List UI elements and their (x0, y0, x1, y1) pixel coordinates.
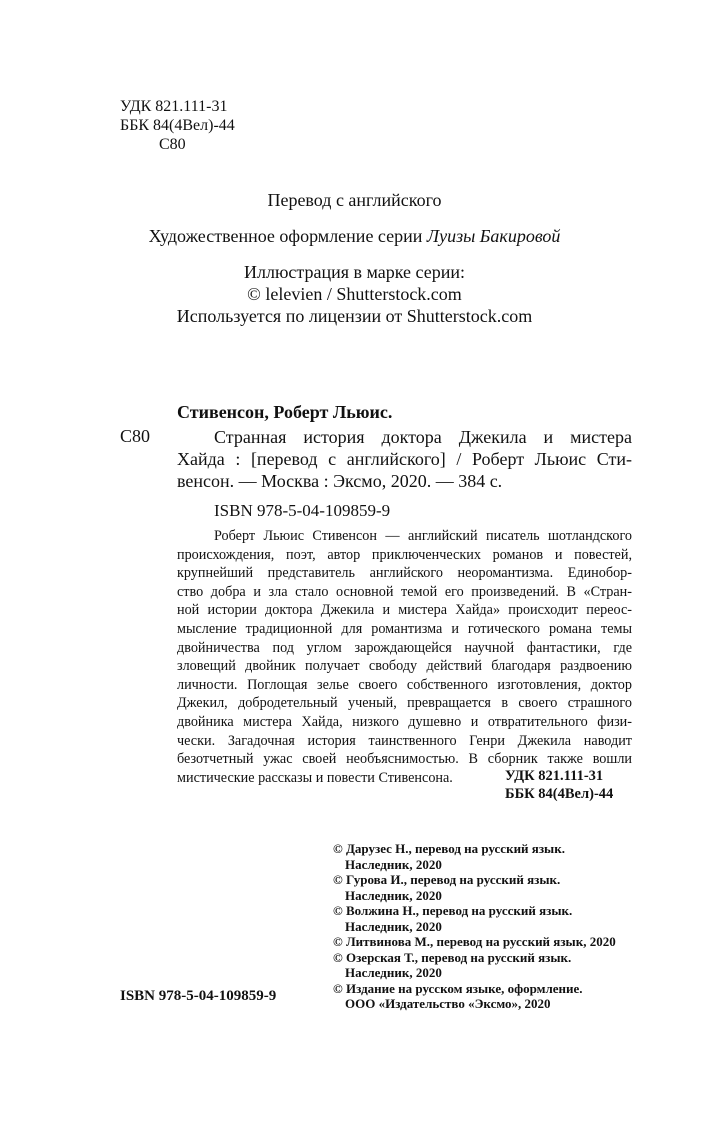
copyright-line: Наследник, 2020 (345, 965, 442, 980)
illustration-line-1: Иллюстрация в марке серии: (243, 262, 466, 282)
annotation-line: ной истории доктора Джекила и мистера Хайда» происходит переос- (177, 602, 632, 619)
copyright-line: Наследник, 2020 (345, 918, 442, 934)
title-line: Хайда : [перевод с английского] / Роберт Льюис Сти- (177, 449, 632, 469)
annotation-line: безотчетный ужас своей необъяснимостью. В сборник также вошли (177, 751, 632, 768)
copyright-line: © Литвинова М., перевод на русский язык, 2020 (333, 934, 616, 949)
record-isbn: ISBN 978-5-04-109859-9 (214, 501, 391, 520)
title-line: венсон. — Москва : Эксмо, 2020. — 384 с. (177, 471, 503, 491)
udk-code: УДК 821.111-31 (120, 98, 228, 115)
annotation-line: чески. Загадочная история таинственного Генри Джекила наводит (177, 732, 632, 749)
record-cutter: С80 (120, 426, 151, 446)
copyright-line: © Волжина Н., перевод на русский язык. (333, 903, 573, 918)
annotation-line: Роберт Льюис Стивенсон — английский писатель шотландского (214, 528, 632, 544)
annotation (177, 527, 632, 787)
annotation-line: ство добра и зла стало основной темой его произведений. В «Стран- (177, 583, 632, 600)
copyright-line: Наследник, 2020 (345, 856, 442, 872)
annotation-line: мысление традиционной для романтизма и готического романа темы (177, 620, 632, 637)
illustration-line-2: © lelevien / Shutterstock.com (247, 284, 462, 304)
illustration-credit (0, 261, 709, 327)
illustration-line-3: Используется по лицензии от Shutterstock.com (176, 306, 533, 326)
translation-note: Перевод с английского (267, 190, 442, 210)
record-title (177, 426, 632, 492)
annotation-line: Джекил, добродетельный ученый, превращается в своего страшного (177, 695, 632, 712)
copyright-line: © Озерская Т., перевод на русский язык. (333, 949, 572, 965)
copyright-line: © Гурова И., перевод на русский язык. (333, 872, 561, 887)
design-text: Художественное оформление серии (148, 226, 427, 246)
design-artist: Луизы Бакировой (426, 226, 561, 246)
design-credit (0, 226, 709, 247)
annotation-line: крупнейший представитель английского неоромантизма. Единобор- (177, 565, 632, 582)
copyright-block (333, 841, 616, 1012)
annotation-line: происхождения, поэт, автор приключенческих романов и повестей, (177, 546, 632, 563)
bbk-code: ББК 84(4Вел)-44 (120, 117, 235, 134)
annotation-line: двойника мистера Хайда, низкого душевно и отвратительного физи- (177, 713, 632, 730)
copyright-line: © Издание на русском языке, оформление. (333, 980, 583, 996)
copyright-line: © Дарузес Н., перевод на русский язык. (333, 841, 565, 856)
title-line: Странная история доктора Джекила и мистера (214, 427, 632, 447)
isbn-bottom: ISBN 978-5-04-109859-9 (120, 988, 277, 1004)
annotation-line: зловещий двойник получает свободу действий благодаря раздвоению (177, 658, 632, 675)
record-author: Стивенсон, Роберт Льюис. (177, 402, 393, 422)
cutter-code: С80 (159, 136, 186, 153)
annotation-line: личности. Поглощая зелье своего собственного изготовления, доктор (177, 676, 632, 693)
copyright-line: Наследник, 2020 (345, 887, 442, 903)
annotation-line: двойничества под углом зарождающейся научной фантастики, где (177, 639, 632, 656)
index-bbk: ББК 84(4Вел)-44 (505, 786, 614, 802)
annotation-line: мистические рассказы и повести Стивенсона. (177, 769, 453, 786)
classification-codes (120, 97, 235, 154)
index-udk: УДК 821.111-31 (505, 768, 604, 784)
copyright-line: ООО «Издательство «Эксмо», 2020 (345, 996, 551, 1011)
